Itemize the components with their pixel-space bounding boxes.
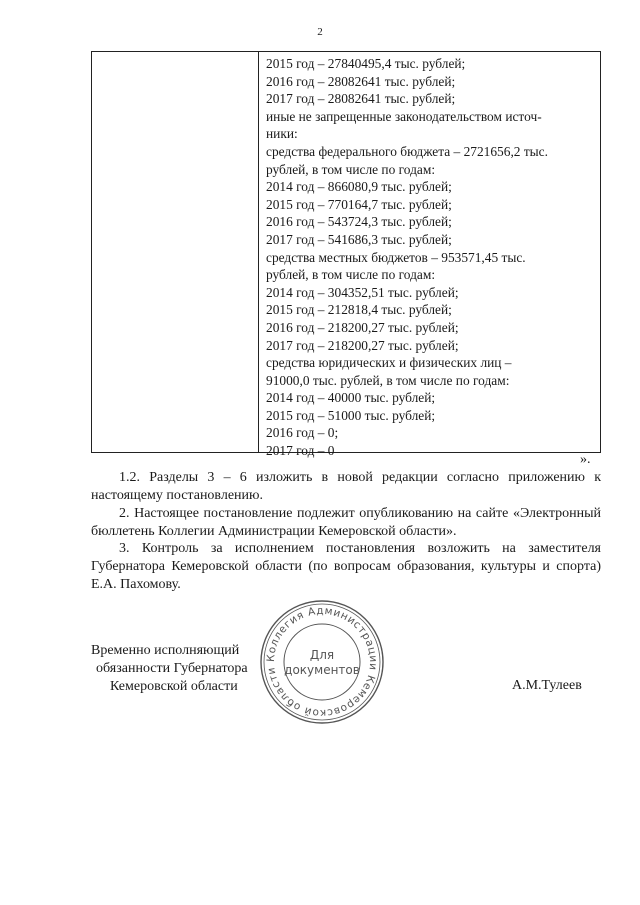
funding-line: 2015 год – 212818,4 тыс. рублей; — [266, 302, 452, 318]
funding-line: 2015 год – 770164,7 тыс. рублей; — [266, 196, 452, 212]
funding-line: 2016 год – 218200,27 тыс. рублей; — [266, 319, 459, 335]
funding-line: 2014 год – 866080,9 тыс. рублей; — [266, 179, 452, 195]
seal-center-text: Для — [309, 648, 335, 662]
closing-quote: ». — [580, 452, 591, 467]
funding-line: 2017 год – 28082641 тыс. рублей; — [266, 91, 456, 107]
funding-line: ники: — [266, 126, 298, 142]
signatory-title-line: Временно исполняющий — [91, 643, 240, 658]
funding-line: 2015 год – 27840495,4 тыс. рублей; — [266, 56, 466, 71]
paragraph-3 — [91, 540, 601, 593]
funding-line: 91000,0 тыс. рублей, в том числе по годам: — [266, 372, 510, 388]
paragraph-2 — [91, 505, 601, 541]
funding-table — [91, 51, 601, 459]
seal-inner-ring — [284, 624, 360, 700]
funding-line: рублей, в том числе по годам: — [266, 267, 436, 283]
signatory-title-line: Кемеровской области — [110, 679, 238, 694]
seal-center-text: документов — [284, 663, 360, 677]
funding-line: 2017 год – 218200,27 тыс. рублей; — [266, 337, 459, 353]
paragraph-text: 1.2. Разделы 3 – 6 изложить в новой редакции согласно приложению к настоящему постановлению. — [91, 470, 601, 503]
official-seal — [258, 598, 386, 726]
funding-line: средства юридических и физических лиц – — [266, 355, 512, 371]
paragraph-text: 2. Настоящее постановление подлежит опубликованию на сайте «Электронный бюллетень Коллегии Администрации Кемеровской области». — [91, 506, 601, 539]
funding-line: 2015 год – 51000 тыс. рублей; — [266, 407, 436, 423]
funding-line: иные не запрещенные законодательством источ- — [266, 108, 542, 124]
funding-line: 2014 год – 40000 тыс. рублей; — [266, 390, 436, 406]
funding-line: средства местных бюджетов – 953571,45 тыс. — [266, 249, 526, 265]
signatory-title-line: обязанности Губернатора — [96, 661, 248, 676]
seal-ring-text: Коллегия Администрации Кемеровской области — [264, 604, 380, 720]
funding-line: 2016 год – 543724,3 тыс. рублей; — [266, 214, 452, 230]
funding-line: рублей, в том числе по годам: — [266, 161, 436, 177]
seal-outer-ring-inner — [264, 604, 380, 720]
funding-line: средства федерального бюджета – 2721656,2 тыс. — [266, 143, 548, 159]
funding-lines — [266, 55, 596, 460]
funding-line: 2017 год – 0 — [266, 443, 335, 459]
funding-line: 2016 год – 28082641 тыс. рублей; — [266, 73, 456, 89]
funding-line: 2016 год – 0; — [266, 425, 339, 441]
signatory-name: А.М.Тулеев — [512, 678, 582, 693]
table-column-divider — [258, 52, 259, 452]
signatory-title — [91, 642, 248, 696]
paragraph-1-2 — [91, 469, 601, 505]
funding-line: 2017 год – 541686,3 тыс. рублей; — [266, 231, 452, 247]
funding-line: 2014 год – 304352,51 тыс. рублей; — [266, 284, 459, 300]
page-number: 2 — [317, 26, 323, 38]
paragraph-text: 3. Контроль за исполнением постановления возложить на заместителя Губернатора Кемеровской области (по вопросам образования, культуры и спорта) Е.А. Пахомову. — [91, 541, 601, 592]
seal-outer-ring — [261, 601, 383, 723]
